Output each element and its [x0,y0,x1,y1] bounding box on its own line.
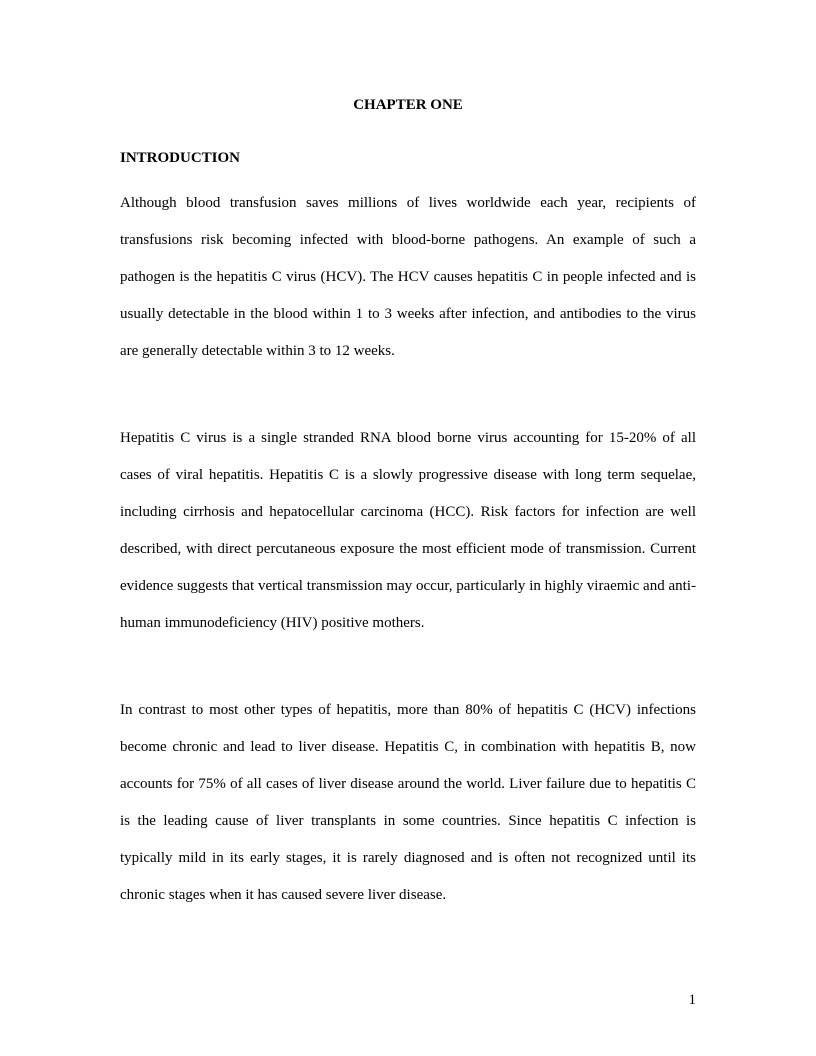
section-title: INTRODUCTION [120,150,241,166]
body-paragraph-1: Although blood transfusion saves millions of lives worldwide each year, recipients of transfusions risk becoming infected with blood-borne pathogens. An example of such a pathogen is the hepatitis C virus (HCV). The HCV causes hepatitis C in people infected and is usually detectable in the blood within 1 to 3 weeks after infection, and antibodies to the virus are generally detectable within 3 to 12 weeks. [120,195,696,359]
chapter-title: CHAPTER ONE [353,97,463,113]
page-number: 1 [688,992,696,1008]
body-paragraph-3: In contrast to most other types of hepatitis, more than 80% of hepatitis C (HCV) infections become chronic and lead to liver disease. Hepatitis C, in combination with hepatitis B, now accounts for 75% of all cases of liver disease around the world. Liver failure due to hepatitis C is the leading cause of liver transplants in some countries. Since hepatitis C infection is typically mild in its early stages, it is rarely diagnosed and is often not recognized until its chronic stages when it has caused severe liver disease. [120,702,696,903]
body-paragraph-2: Hepatitis C virus is a single stranded RNA blood borne virus accounting for 15-20% of all cases of viral hepatitis. Hepatitis C is a slowly progressive disease with long term sequelae, including cirrhosis and hepatocellular carcinoma (HCC). Risk factors for infection are well described, with direct percutaneous exposure the most efficient mode of transmission. Current evidence suggests that vertical transmission may occur, particularly in highly viraemic and anti-human immunodeficiency (HIV) positive mothers. [120,430,696,631]
